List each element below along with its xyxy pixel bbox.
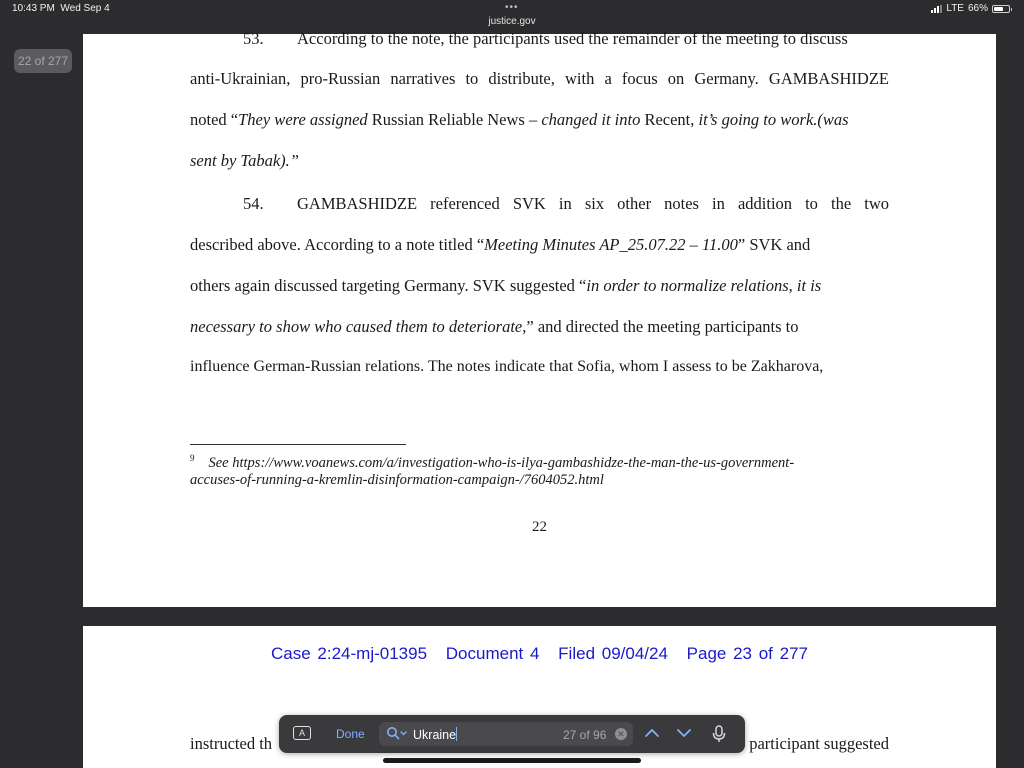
battery-percent: 66% xyxy=(967,3,988,14)
footnote-number: 9 xyxy=(190,453,195,463)
text: ,” and directed the meeting participants to xyxy=(522,317,799,336)
status-time xyxy=(12,3,110,14)
chevron-up-icon[interactable] xyxy=(643,724,661,742)
filed-date: Filed 09/04/24 xyxy=(558,644,668,663)
italic-text: it’s going to work.(was xyxy=(698,110,849,129)
previous-match-button[interactable] xyxy=(643,724,661,747)
para-number: 54. xyxy=(243,194,264,213)
text: ” SVK and xyxy=(737,235,811,254)
battery-icon xyxy=(992,5,1010,13)
search-icon[interactable] xyxy=(386,726,408,747)
case-number: Case 2:24-mj-01395 xyxy=(271,644,428,663)
page-23-line-1-right: participant suggested xyxy=(749,734,889,753)
date: Wed Sep 4 xyxy=(60,3,110,14)
text: GAMBASHIDZE referenced SVK in six other notes in addition to the two xyxy=(297,194,889,213)
pdf-page-22 xyxy=(83,29,996,607)
page-label: Page 23 of 277 xyxy=(686,644,808,663)
para-53-line-3 xyxy=(190,110,889,130)
footnote-line-2[interactable]: accuses-of-running-a-kremlin-disinformation-campaign-/7604052.html xyxy=(190,472,604,488)
footnote-divider xyxy=(190,444,406,445)
next-match-button[interactable] xyxy=(675,724,693,747)
text: According to the note, the participants used the remainder of the meeting to discuss xyxy=(297,29,848,48)
text: others again discussed targeting Germany. SVK suggested “ xyxy=(190,276,587,295)
find-on-page-bar xyxy=(279,715,745,753)
para-54-line-3 xyxy=(190,276,889,296)
text: Recent, xyxy=(640,110,699,129)
italic-text: in order to normalize relations, it is xyxy=(586,276,822,295)
search-query[interactable]: Ukraine xyxy=(413,728,457,742)
more-dots-icon[interactable]: ••• xyxy=(505,2,519,13)
text-caret xyxy=(456,727,457,741)
signal-icon xyxy=(931,5,942,13)
home-indicator[interactable] xyxy=(383,758,641,763)
chevron-down-icon[interactable] xyxy=(675,724,693,742)
italic-text: necessary to show who caused them to deteriorate xyxy=(190,317,523,336)
text-size-button[interactable]: A xyxy=(293,726,311,740)
search-field[interactable] xyxy=(379,722,633,746)
italic-text: Meeting Minutes AP_25.07.22 – 11.00 xyxy=(484,235,738,254)
para-53-line-2: anti-Ukrainian, pro-Russian narratives to distribute, with a focus on Germany. GAMBASHIDZE xyxy=(190,69,889,88)
para-53-line-4: sent by Tabak).” xyxy=(190,151,299,170)
status-indicators xyxy=(931,3,1010,14)
case-header xyxy=(83,644,996,664)
italic-text: They were assigned xyxy=(238,110,368,129)
clock: 10:43 PM xyxy=(12,3,55,14)
footnote-line-1 xyxy=(190,453,889,472)
para-number: 53. xyxy=(243,29,264,48)
footnote-link[interactable]: See https://www.voanews.com/a/investigation-who-is-ilya-gambashidze-the-man-the-us-government- xyxy=(208,455,795,471)
para-54-line-4 xyxy=(190,317,889,337)
document-number: Document 4 xyxy=(445,644,540,663)
text: noted “ xyxy=(190,110,239,129)
para-54-line-2 xyxy=(190,235,889,255)
done-button[interactable]: Done xyxy=(336,727,365,741)
italic-text: changed it into xyxy=(541,110,641,129)
page-23-line-1-left: instructed th xyxy=(190,734,273,753)
network-label: LTE xyxy=(946,3,964,14)
para-54-line-5: influence German-Russian relations. The notes indicate that Sofia, whom I assess to be Zakharova, xyxy=(190,358,824,375)
text: Russian Reliable News – xyxy=(367,110,542,129)
page-number: 22 xyxy=(532,519,547,535)
clear-search-icon[interactable]: ✕ xyxy=(615,728,627,740)
search-input[interactable] xyxy=(413,727,457,742)
page-counter[interactable]: 22 of 277 xyxy=(14,49,72,73)
url-label[interactable]: justice.gov xyxy=(488,16,536,27)
match-count: 27 of 96 xyxy=(563,728,607,742)
text: described above. According to a note titled “ xyxy=(190,235,485,254)
microphone-icon[interactable] xyxy=(711,724,727,749)
